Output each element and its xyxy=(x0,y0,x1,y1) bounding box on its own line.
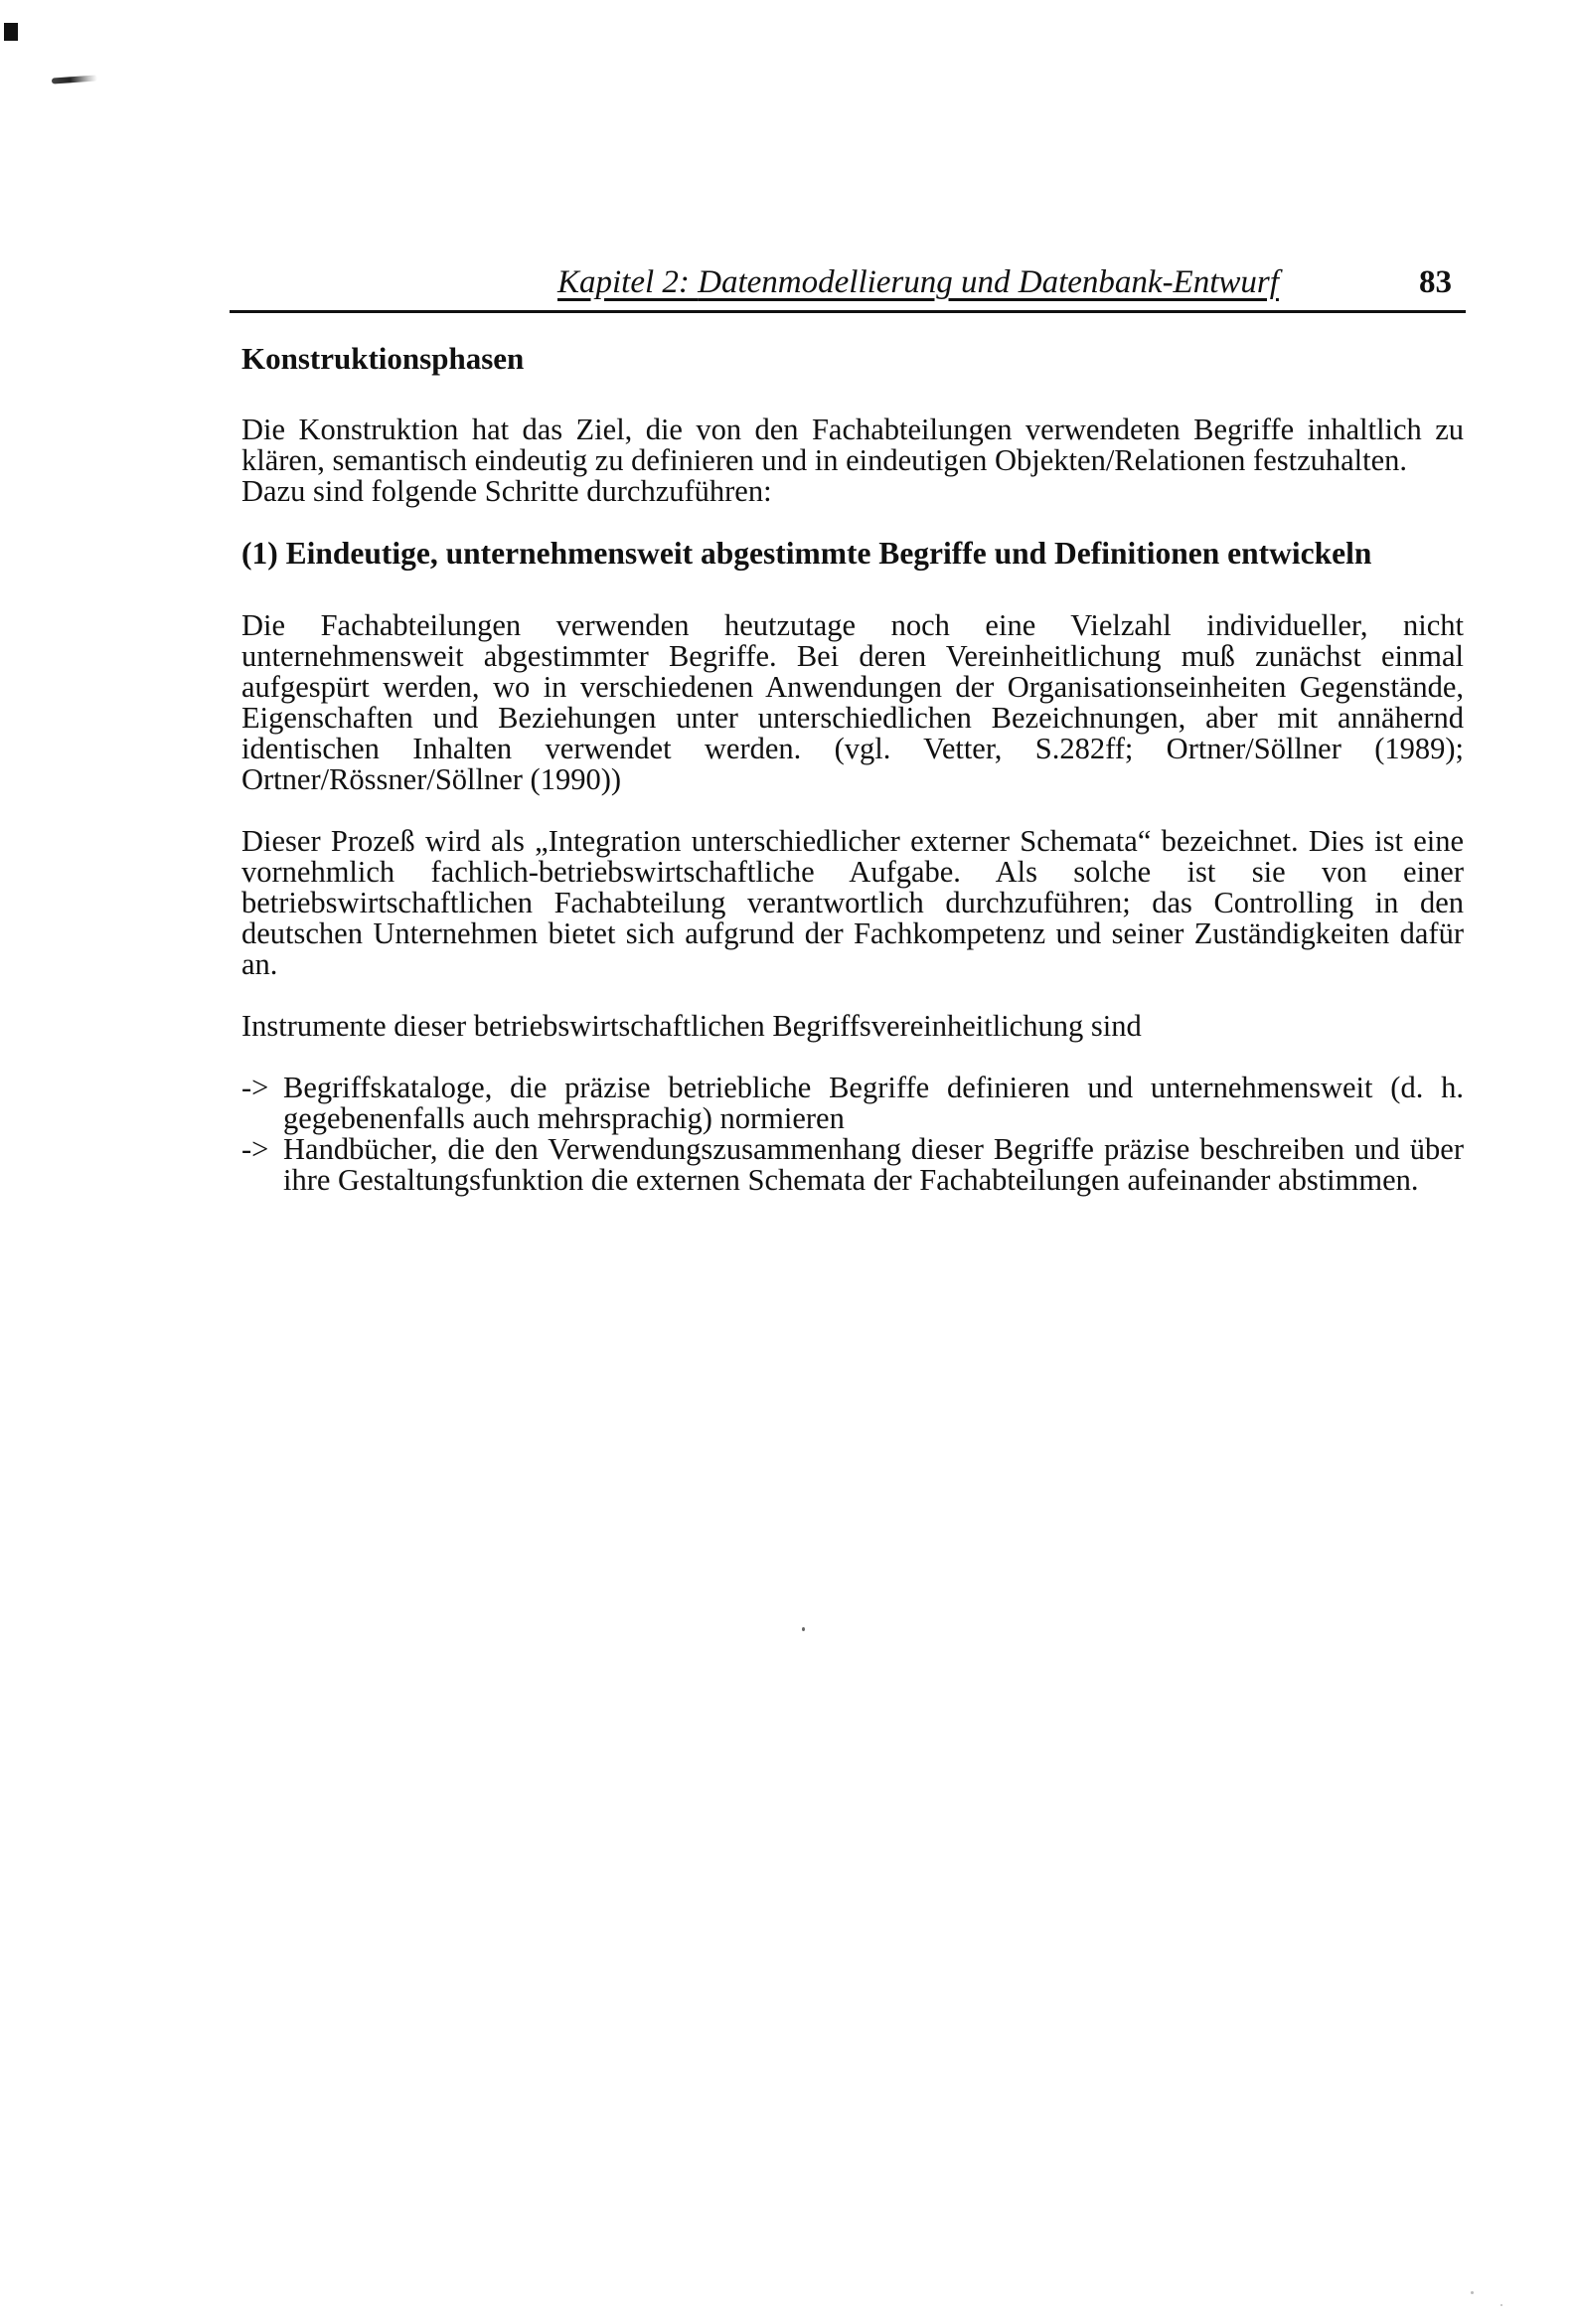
list-item-text: Begriffskataloge, die präzise betriebliche Begriffe definieren und unternehmensweit (d. h. gegebenenfalls auch mehrsprachig) normieren xyxy=(283,1071,1464,1135)
chapter-name: Datenmodellierung und Datenbank-Entwurf xyxy=(698,264,1279,300)
instruments-list xyxy=(241,1073,1464,1196)
chapter-title xyxy=(557,264,1279,301)
running-header xyxy=(230,260,1466,313)
scan-artifact-smudge xyxy=(52,75,97,83)
page-body xyxy=(241,343,1464,1196)
scan-artifact-dot xyxy=(802,1627,805,1631)
list-item-text: Handbücher, die den Verwendungszusammenhang dieser Begriffe präzise beschreiben und über ihre Gestaltungsfunktion die externen Schemata der Fachabteilungen aufeinander abstimmen. xyxy=(283,1132,1464,1197)
scan-artifact-square xyxy=(4,23,18,41)
instruments-intro: Instrumente dieser betriebswirtschaftlichen Begriffsvereinheitlichung sind xyxy=(241,1009,1142,1043)
steps-intro: Dazu sind folgende Schritte durchzuführen: xyxy=(241,474,772,508)
scan-artifact-dot xyxy=(1471,2291,1474,2294)
page-number: 83 xyxy=(1419,264,1452,300)
step-1-paragraph-1: Die Fachabteilungen verwenden heutzutage noch eine Vielzahl individueller, nicht unternehmensweit abgestimmter Begriffe. Bei deren Vereinheitlichung muß zunächst einmal aufgespürt werden, wo in verschiedenen Anwendungen der Organisationseinheiten Gegenstände, Eigenschaften und Beziehungen unter unterschiedlichen Bezeichnungen, aber mit annähernd identischen Inhalten verwendet werden. (vgl. Vetter, S.282ff; Ortner/Söllner (1989); Ortner/Rössner/Söllner (1990)) xyxy=(241,608,1464,796)
list-item xyxy=(241,1134,1464,1196)
scan-artifact-dot xyxy=(1500,2304,1502,2306)
list-item xyxy=(241,1073,1464,1134)
step-1-paragraph-2: Dieser Prozeß wird als „Integration unterschiedlicher externer Schemata“ bezeichnet. Dies ist eine vornehmlich fachlich-betriebswirtschaftliche Aufgabe. Als solche ist sie von einer betriebswirtschaftlichen Fachabteilung verantwortlich durchzuführen; das Controlling in den deutschen Unternehmen bietet sich aufgrund der Fachkompetenz und seiner Zuständigkeiten dafür an. xyxy=(241,824,1464,981)
step-1-heading: (1) Eindeutige, unternehmensweit abgestimmte Begriffe und Definitionen entwickeln xyxy=(241,536,1372,571)
arrow-marker: -> xyxy=(241,1071,269,1104)
section-heading: Konstruktionsphasen xyxy=(241,341,525,376)
arrow-marker: -> xyxy=(241,1132,269,1166)
intro-paragraph: Die Konstruktion hat das Ziel, die von den Fachabteilungen verwendeten Begriffe inhaltlich zu klären, semantisch eindeutig zu definieren und in eindeutigen Objekten/Relationen festzuhalten. xyxy=(241,413,1464,477)
chapter-prefix: Kapitel 2: xyxy=(557,264,699,300)
